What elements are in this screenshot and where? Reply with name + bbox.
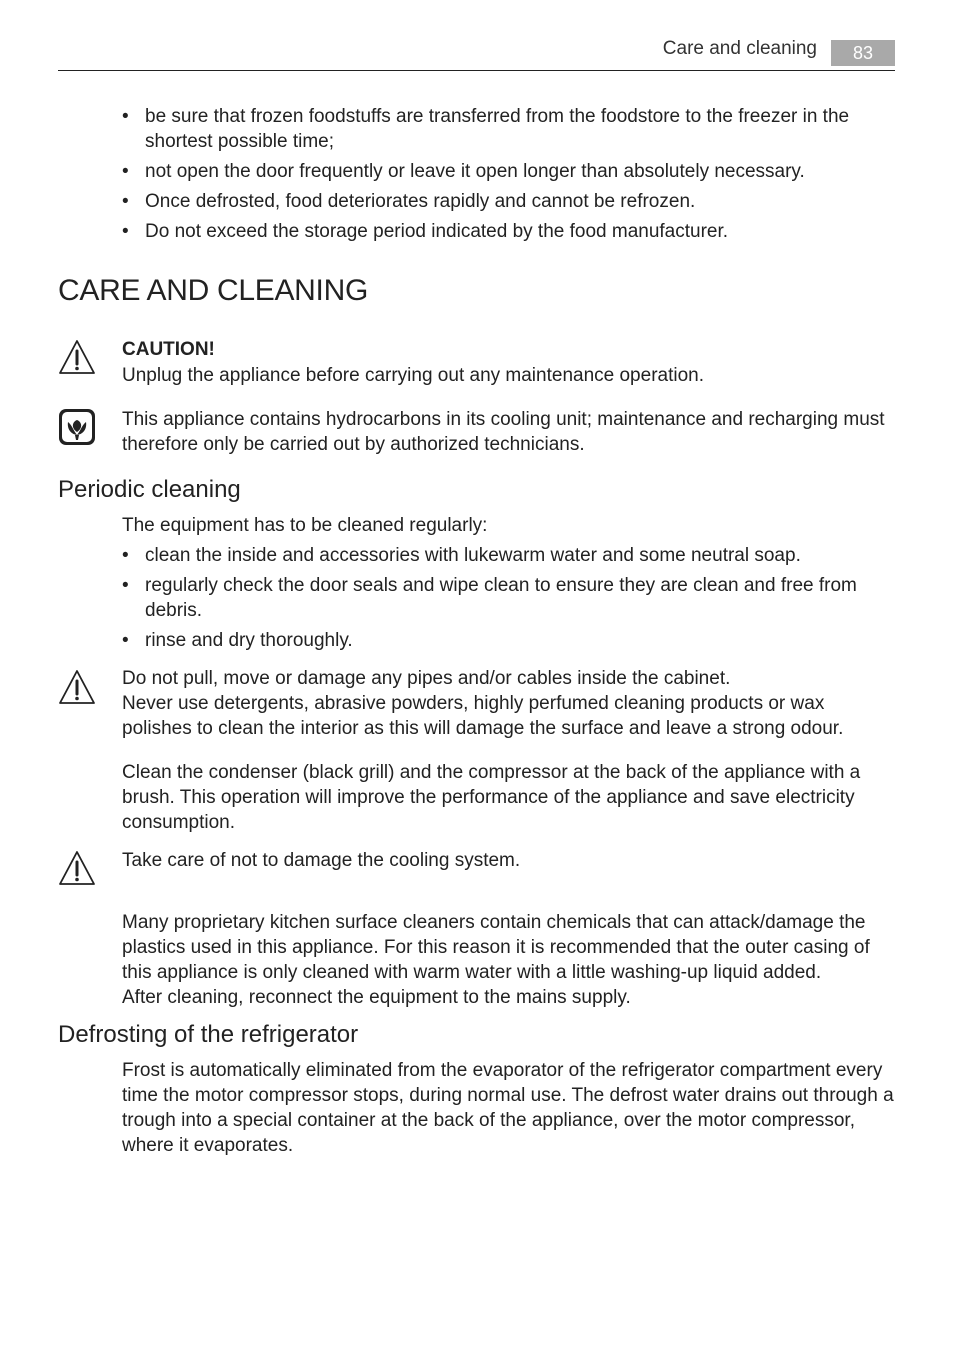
cleaners-text: Many proprietary kitchen surface cleaners contain chemicals that can attack/damage the plastics used in this appliance. For this reason it is recommended that the outer casing of this appliance is only cleaned with warm water with a little washing-up liquid added. xyxy=(122,912,870,983)
periodic-intro: The equipment has to be cleaned regularly: xyxy=(122,515,488,536)
detergent-warning-text: Never use detergents, abrasive powders, highly perfumed cleaning products or wax polishes to clean the interior as this will damage the surface and leave a strong odour. xyxy=(122,693,844,739)
running-header-title: Care and cleaning xyxy=(662,38,817,59)
bullet-dot: • xyxy=(122,191,129,212)
defrosting-text: Frost is automatically eliminated from the evaporator of the refrigerator compartment every time the motor compressor stops, during normal use. The defrost water drains out through a trough into a special container at the back of the appliance, over the motor compressor, where it evaporates. xyxy=(122,1060,894,1156)
list-item xyxy=(122,189,895,214)
list-item xyxy=(122,628,895,653)
subsection-title-periodic-cleaning: Periodic cleaning xyxy=(58,476,241,503)
bullet-dot: • xyxy=(122,221,129,242)
list-item-text: rinse and dry thoroughly. xyxy=(145,630,353,651)
subsection-title-defrosting: Defrosting of the refrigerator xyxy=(58,1021,359,1048)
cooling-system-warning: Take care of not to damage the cooling system. xyxy=(122,850,521,871)
list-item-text: clean the inside and accessories with lukewarm water and some neutral soap. xyxy=(145,545,801,566)
list-item xyxy=(122,219,895,244)
page-number-badge: 83 xyxy=(831,40,895,66)
list-item-text: be sure that frozen foodstuffs are transferred from the foodstore to the freezer in the shortest possible time; xyxy=(145,106,850,152)
bullet-dot: • xyxy=(122,106,129,127)
bullet-dot: • xyxy=(122,161,129,182)
caution-text: Unplug the appliance before carrying out any maintenance operation. xyxy=(122,365,704,386)
list-item xyxy=(122,104,895,154)
warning-triangle-icon xyxy=(58,338,96,376)
list-item-text: regularly check the door seals and wipe clean to ensure they are clean and free from debris. xyxy=(145,575,857,621)
environment-leaf-icon xyxy=(58,408,96,446)
list-item xyxy=(122,573,895,623)
header-divider xyxy=(58,70,895,71)
reconnect-text: After cleaning, reconnect the equipment to the mains supply. xyxy=(122,987,631,1008)
hydrocarbon-note: This appliance contains hydrocarbons in its cooling unit; maintenance and recharging must therefore only be carried out by authorized technicians. xyxy=(122,409,885,455)
bullet-dot: • xyxy=(122,545,129,566)
warning-triangle-icon xyxy=(58,849,96,887)
section-title: CARE AND CLEANING xyxy=(58,274,368,307)
caution-label: CAUTION! xyxy=(122,339,215,360)
list-item-text: Once defrosted, food deteriorates rapidly and cannot be refrozen. xyxy=(145,191,696,212)
pipes-warning-text: Do not pull, move or damage any pipes and/or cables inside the cabinet. xyxy=(122,668,731,689)
list-item xyxy=(122,159,895,184)
list-item-text: not open the door frequently or leave it open longer than absolutely necessary. xyxy=(145,161,805,182)
warning-triangle-icon xyxy=(58,668,96,706)
condenser-text: Clean the condenser (black grill) and the compressor at the back of the appliance with a brush. This operation will improve the performance of the appliance and save electricity consumption. xyxy=(122,762,861,833)
bullet-dot: • xyxy=(122,630,129,651)
list-item-text: Do not exceed the storage period indicated by the food manufacturer. xyxy=(145,221,729,242)
list-item xyxy=(122,543,895,568)
bullet-dot: • xyxy=(122,575,129,596)
